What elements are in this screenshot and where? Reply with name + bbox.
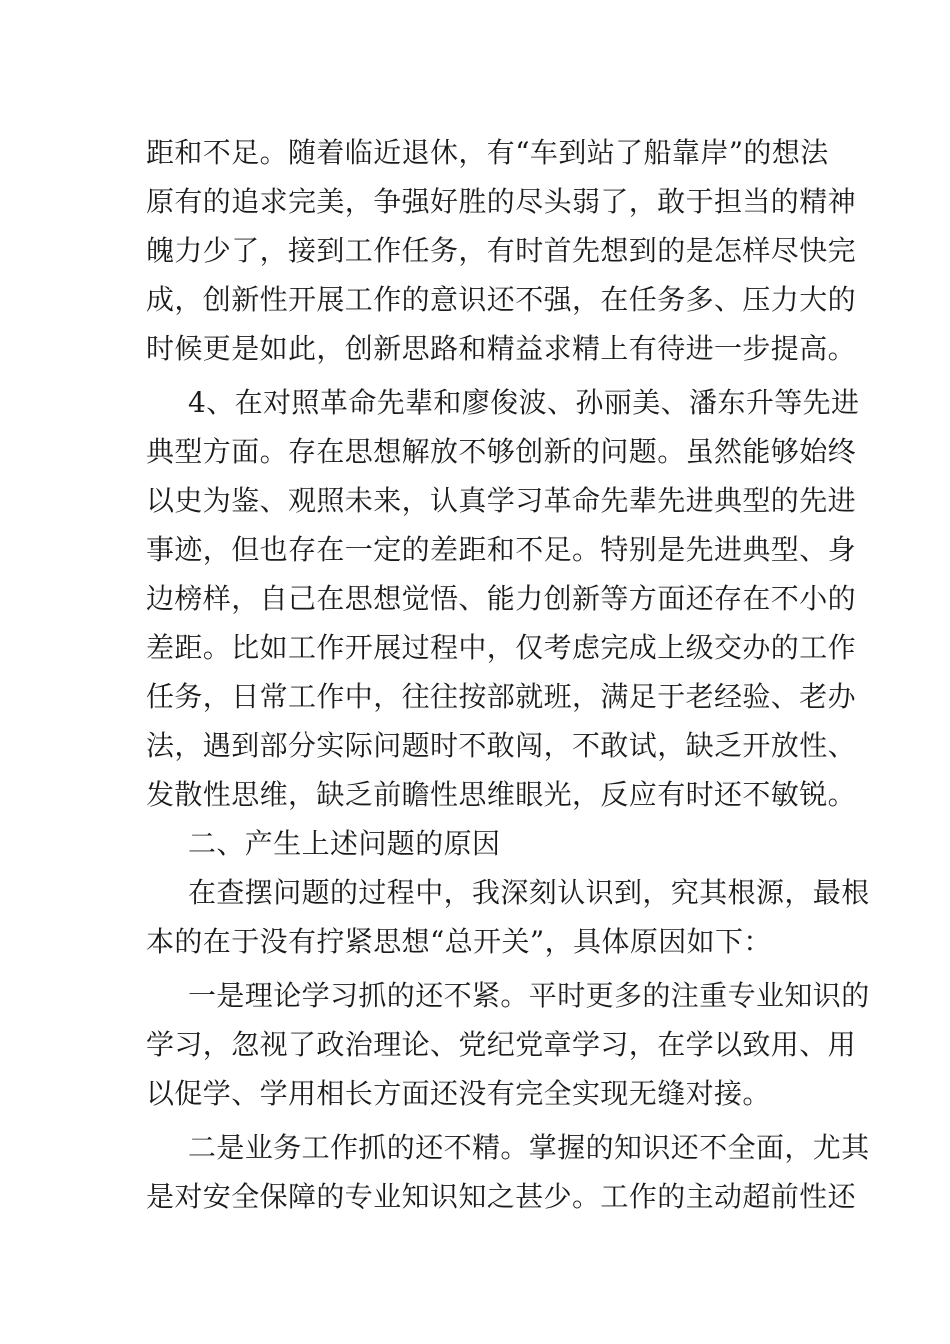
body-line: 典型方面。存在思想解放不够创新的问题。虽然能够始终	[146, 435, 857, 468]
body-line: 距和不足。随着临近退休，有“车到站了船靠岸”的想法	[146, 136, 829, 169]
paragraph-first-line: 二是业务工作抓的还不精。掌握的知识还不全面，尤其	[188, 1131, 870, 1164]
body-line: 任务，日常工作中，往往按部就班，满足于老经验、老办	[146, 680, 857, 713]
section-heading: 二、产生上述问题的原因	[188, 827, 501, 860]
body-line: 成，创新性开展工作的意识还不强，在任务多、压力大的	[146, 283, 857, 316]
body-line: 是对安全保障的专业知识知之甚少。工作的主动超前性还	[146, 1180, 857, 1213]
paragraph-first-line: 在查摆问题的过程中，我深刻认识到，究其根源，最根	[188, 876, 870, 909]
body-line: 时候更是如此，创新思路和精益求精上有待进一步提高。	[146, 332, 857, 365]
body-line: 以促学、学用相长方面还没有完全实现无缝对接。	[146, 1077, 771, 1110]
body-line: 学习，忽视了政治理论、党纪党章学习，在学以致用、用	[146, 1028, 857, 1061]
body-line: 事迹，但也存在一定的差距和不足。特别是先进典型、身	[146, 533, 857, 566]
body-line: 法，遇到部分实际问题时不敢闯，不敢试，缺乏开放性、	[146, 729, 857, 762]
paragraph-first-line: 一是理论学习抓的还不紧。平时更多的注重专业知识的	[188, 979, 870, 1012]
body-line: 发散性思维，缺乏前瞻性思维眼光，反应有时还不敏锐。	[146, 778, 857, 811]
body-line: 本的在于没有拧紧思想“总开关”，具体原因如下：	[146, 925, 772, 958]
body-line: 边榜样，自己在思想觉悟、能力创新等方面还存在不小的	[146, 582, 857, 615]
document-body	[146, 128, 870, 1221]
body-line: 以史为鉴、观照未来，认真学习革命先辈先进典型的先进	[146, 484, 857, 517]
paragraph-first-line: 4、在对照革命先辈和廖俊波、孙丽美、潘东升等先进	[188, 386, 860, 419]
body-line: 魄力少了，接到工作任务，有时首先想到的是怎样尽快完	[146, 234, 857, 267]
body-line: 差距。比如工作开展过程中，仅考虑完成上级交办的工作	[146, 631, 857, 664]
body-line: 原有的追求完美，争强好胜的尽头弱了，敢于担当的精神	[146, 185, 857, 218]
